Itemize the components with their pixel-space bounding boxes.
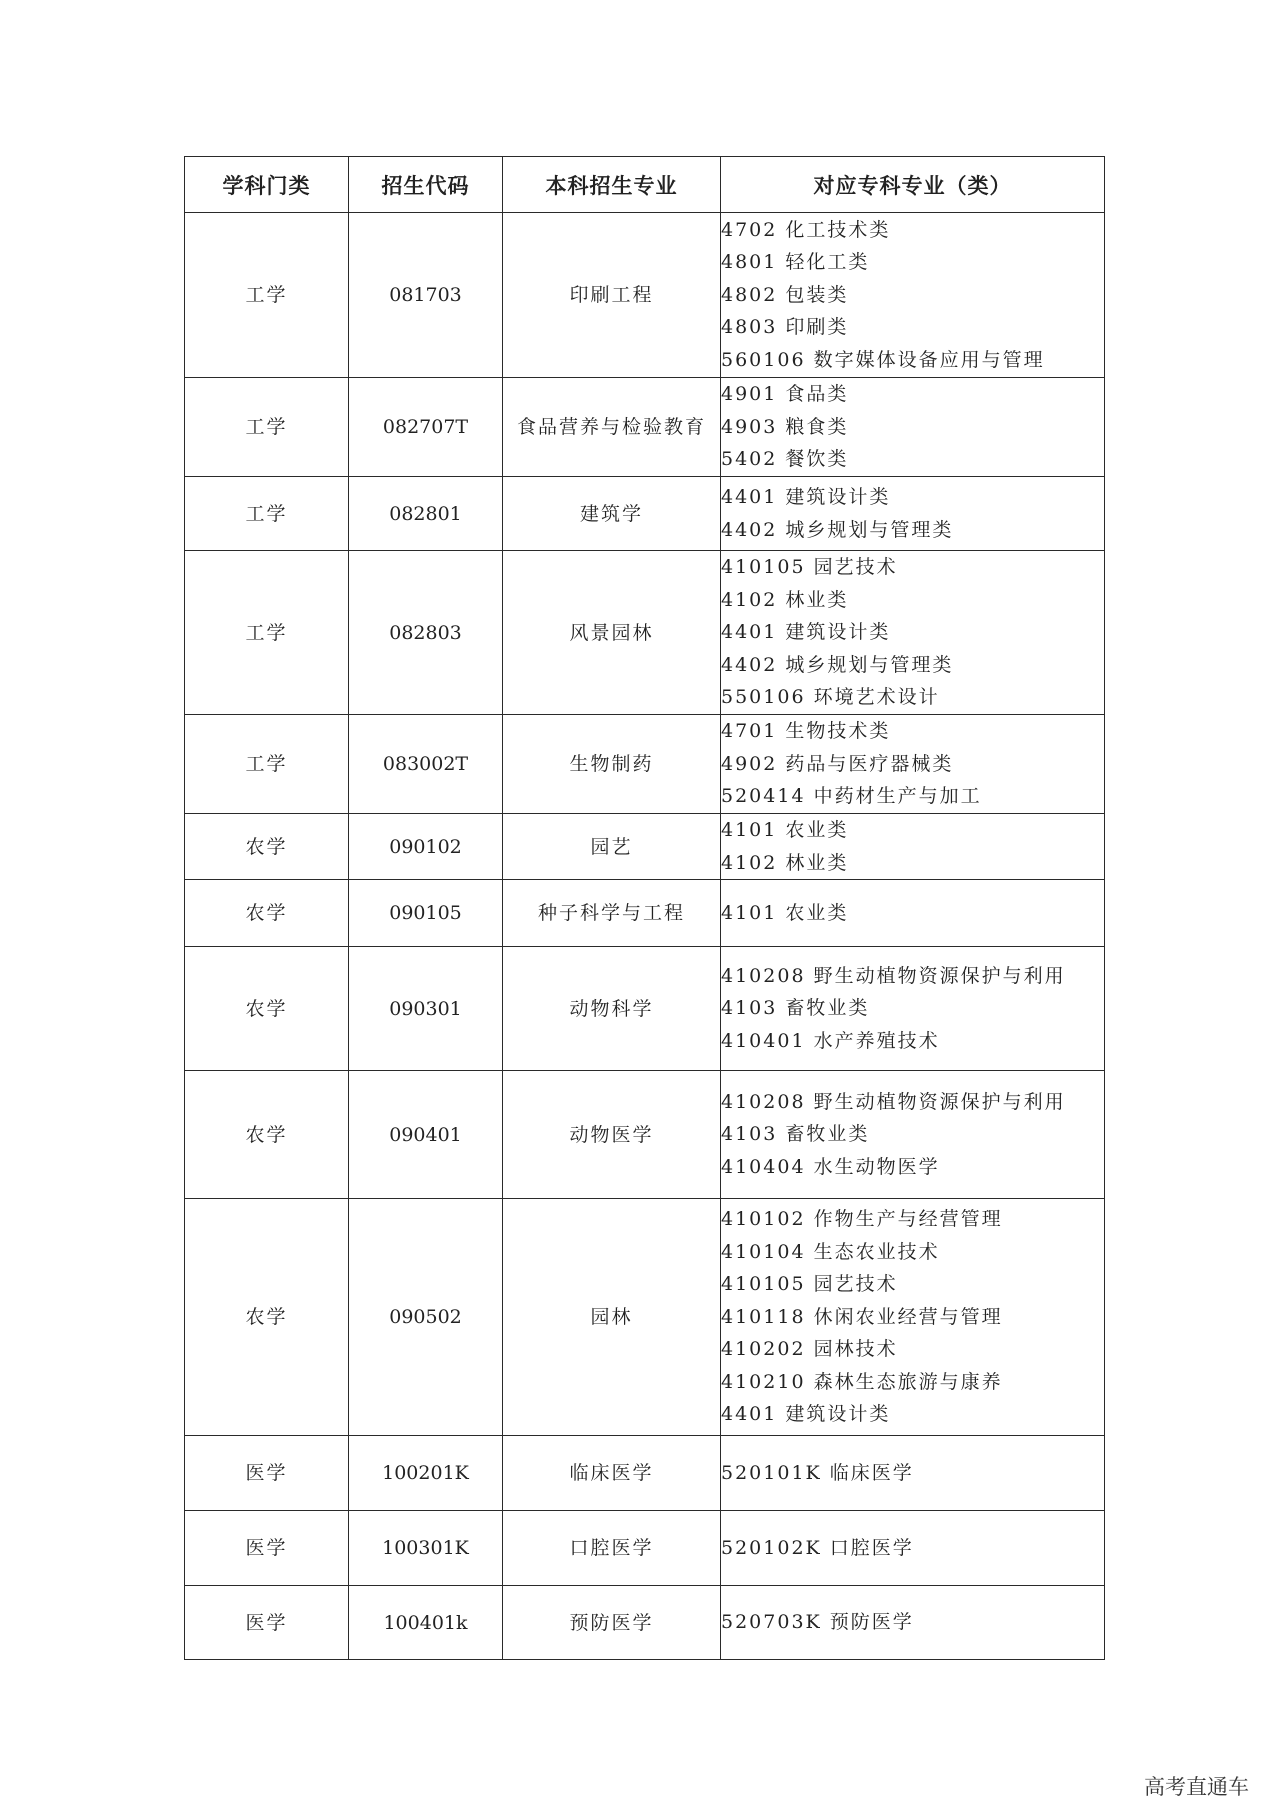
category-cell: 工学 [185, 715, 349, 814]
category-cell: 工学 [185, 378, 349, 477]
header-related: 对应专科专业（类） [721, 157, 1105, 213]
category-cell: 农学 [185, 1071, 349, 1199]
table-body [185, 213, 1105, 1660]
related-majors-cell [721, 1511, 1105, 1586]
code-cell: 090102 [349, 814, 503, 880]
related-major-item: 410118 休闲农业经营与管理 [721, 1305, 1003, 1328]
related-major-item: 520703K 预防医学 [721, 1611, 914, 1634]
major-cell: 口腔医学 [503, 1511, 721, 1586]
code-cell: 082707T [349, 378, 503, 477]
major-cell: 动物科学 [503, 947, 721, 1071]
major-cell: 食品营养与检验教育 [503, 378, 721, 477]
header-code: 招生代码 [349, 157, 503, 213]
related-major-item: 520414 中药材生产与加工 [721, 785, 982, 808]
related-major-item: 5402 餐饮类 [721, 448, 849, 471]
related-majors-cell [721, 947, 1105, 1071]
category-cell: 农学 [185, 1199, 349, 1436]
related-majors-cell [721, 477, 1105, 551]
related-major-item: 410208 野生动植物资源保护与利用 [721, 1090, 1066, 1113]
related-major-item: 4902 药品与医疗器械类 [721, 752, 954, 775]
table-row [185, 1071, 1105, 1199]
related-major-item: 4803 印刷类 [721, 316, 849, 339]
category-cell: 工学 [185, 551, 349, 715]
related-major-item: 550106 环境艺术设计 [721, 686, 940, 709]
major-cell: 园林 [503, 1199, 721, 1436]
related-major-item: 4102 林业类 [721, 588, 849, 611]
related-major-item: 4901 食品类 [721, 383, 849, 406]
related-major-item: 410404 水生动物医学 [721, 1155, 940, 1178]
code-cell: 082801 [349, 477, 503, 551]
category-cell: 农学 [185, 947, 349, 1071]
related-majors-cell [721, 715, 1105, 814]
related-major-item: 520101K 临床医学 [721, 1461, 914, 1484]
major-cell: 生物制药 [503, 715, 721, 814]
code-cell: 082803 [349, 551, 503, 715]
table-row [185, 213, 1105, 378]
major-cell: 园艺 [503, 814, 721, 880]
related-majors-cell [721, 1199, 1105, 1436]
related-major-item: 4802 包装类 [721, 283, 849, 306]
related-major-item: 4401 建筑设计类 [721, 621, 891, 644]
related-major-item: 560106 数字媒体设备应用与管理 [721, 348, 1045, 371]
related-major-item: 4101 农业类 [721, 901, 849, 924]
code-cell: 090502 [349, 1199, 503, 1436]
code-cell: 090301 [349, 947, 503, 1071]
code-cell: 090105 [349, 880, 503, 947]
related-major-item: 4801 轻化工类 [721, 251, 870, 274]
related-major-item: 4101 农业类 [721, 819, 849, 841]
code-cell: 100401k [349, 1586, 503, 1660]
watermark-text: 高考直通车 [1144, 1775, 1249, 1799]
table-row [185, 814, 1105, 880]
related-majors-cell [721, 213, 1105, 378]
related-majors-cell [721, 1436, 1105, 1511]
header-major: 本科招生专业 [503, 157, 721, 213]
related-major-item: 4103 畜牧业类 [721, 1123, 870, 1146]
related-majors-cell [721, 378, 1105, 477]
category-cell: 医学 [185, 1436, 349, 1511]
related-major-item: 410210 森林生态旅游与康养 [721, 1370, 1003, 1393]
major-cell: 种子科学与工程 [503, 880, 721, 947]
related-majors-cell [721, 551, 1105, 715]
category-cell: 工学 [185, 477, 349, 551]
related-major-item: 4402 城乡规划与管理类 [721, 518, 954, 541]
code-cell: 090401 [349, 1071, 503, 1199]
related-major-item: 410105 园艺技术 [721, 556, 898, 579]
table-row [185, 947, 1105, 1071]
table-row [185, 378, 1105, 477]
table-row [185, 551, 1105, 715]
related-majors-cell [721, 1586, 1105, 1660]
related-major-item: 4102 林业类 [721, 851, 849, 874]
related-major-item: 410401 水产养殖技术 [721, 1029, 940, 1052]
major-cell: 临床医学 [503, 1436, 721, 1511]
table-row [185, 1586, 1105, 1660]
category-cell: 农学 [185, 880, 349, 947]
major-cell: 风景园林 [503, 551, 721, 715]
table-row [185, 880, 1105, 947]
header-row [185, 157, 1105, 213]
table-row [185, 1199, 1105, 1436]
header-category: 学科门类 [185, 157, 349, 213]
major-cell: 动物医学 [503, 1071, 721, 1199]
code-cell: 081703 [349, 213, 503, 378]
category-cell: 工学 [185, 213, 349, 378]
code-cell: 100201K [349, 1436, 503, 1511]
table-row [185, 477, 1105, 551]
table-row [185, 1511, 1105, 1586]
related-major-item: 520102K 口腔医学 [721, 1536, 914, 1559]
major-cell: 建筑学 [503, 477, 721, 551]
table-row [185, 1436, 1105, 1511]
related-major-item: 410105 园艺技术 [721, 1273, 898, 1296]
related-majors-cell [721, 1071, 1105, 1199]
related-major-item: 4401 建筑设计类 [721, 1403, 891, 1426]
related-major-item: 4903 粮食类 [721, 415, 849, 438]
code-cell: 100301K [349, 1511, 503, 1586]
code-cell: 083002T [349, 715, 503, 814]
major-cell: 印刷工程 [503, 213, 721, 378]
majors-table [184, 156, 1105, 1660]
related-major-item: 4701 生物技术类 [721, 720, 891, 743]
related-majors-cell [721, 880, 1105, 947]
category-cell: 医学 [185, 1586, 349, 1660]
related-major-item: 410208 野生动植物资源保护与利用 [721, 964, 1066, 987]
category-cell: 医学 [185, 1511, 349, 1586]
related-major-item: 410202 园林技术 [721, 1338, 898, 1361]
related-major-item: 4103 畜牧业类 [721, 997, 870, 1020]
related-major-item: 4402 城乡规划与管理类 [721, 653, 954, 676]
related-major-item: 410102 作物生产与经营管理 [721, 1208, 1003, 1231]
major-cell: 预防医学 [503, 1586, 721, 1660]
table-row [185, 715, 1105, 814]
related-major-item: 410104 生态农业技术 [721, 1240, 940, 1263]
related-major-item: 4702 化工技术类 [721, 218, 891, 241]
related-major-item: 4401 建筑设计类 [721, 486, 891, 508]
category-cell: 农学 [185, 814, 349, 880]
related-majors-cell [721, 814, 1105, 880]
